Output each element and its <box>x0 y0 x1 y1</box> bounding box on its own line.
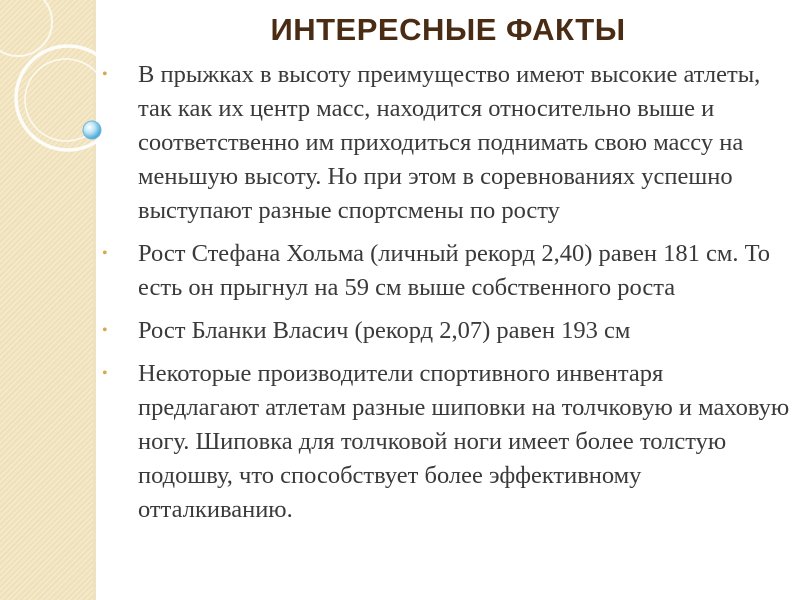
list-item-text: В прыжках в высоту преимущество имеют высокие атлеты, так как их центр масс, находится относительно выше и соответственно им приходиться поднимать свою массу на меньшую высоту. Но при этом в соревнованиях успешно выступают разные спортсмены по росту <box>138 61 761 224</box>
bullet-dot-icon: • <box>102 245 108 262</box>
fact-list <box>100 58 790 527</box>
bullet-dot-icon: • <box>102 66 108 83</box>
list-item <box>100 58 790 228</box>
list-item <box>100 314 790 348</box>
list-item-text: Некоторые производители спортивного инвентаря предлагают атлетам разные шиповки на толчковую и маховую ногу. Шиповка для толчковой ноги имеет более толстую подошву, что способствует более эффективному отталкиванию. <box>138 360 790 523</box>
top-ring-shape <box>0 0 52 56</box>
slide-content <box>100 58 790 536</box>
bullet-dot-icon: • <box>102 322 108 339</box>
list-item <box>100 237 790 305</box>
list-item-text: Рост Бланки Власич (рекорд 2,07) равен 193 см <box>138 317 631 344</box>
slide-title: ИНТЕРЕСНЫЕ ФАКТЫ <box>270 12 626 47</box>
list-item-text: Рост Стефана Хольма (личный рекорд 2,40) равен 181 см. То есть он прыгнул на 59 см выше собственного роста <box>138 240 771 301</box>
list-item <box>100 357 790 527</box>
bullet-dot-icon: • <box>102 365 108 382</box>
blue-orb-icon <box>83 121 101 139</box>
